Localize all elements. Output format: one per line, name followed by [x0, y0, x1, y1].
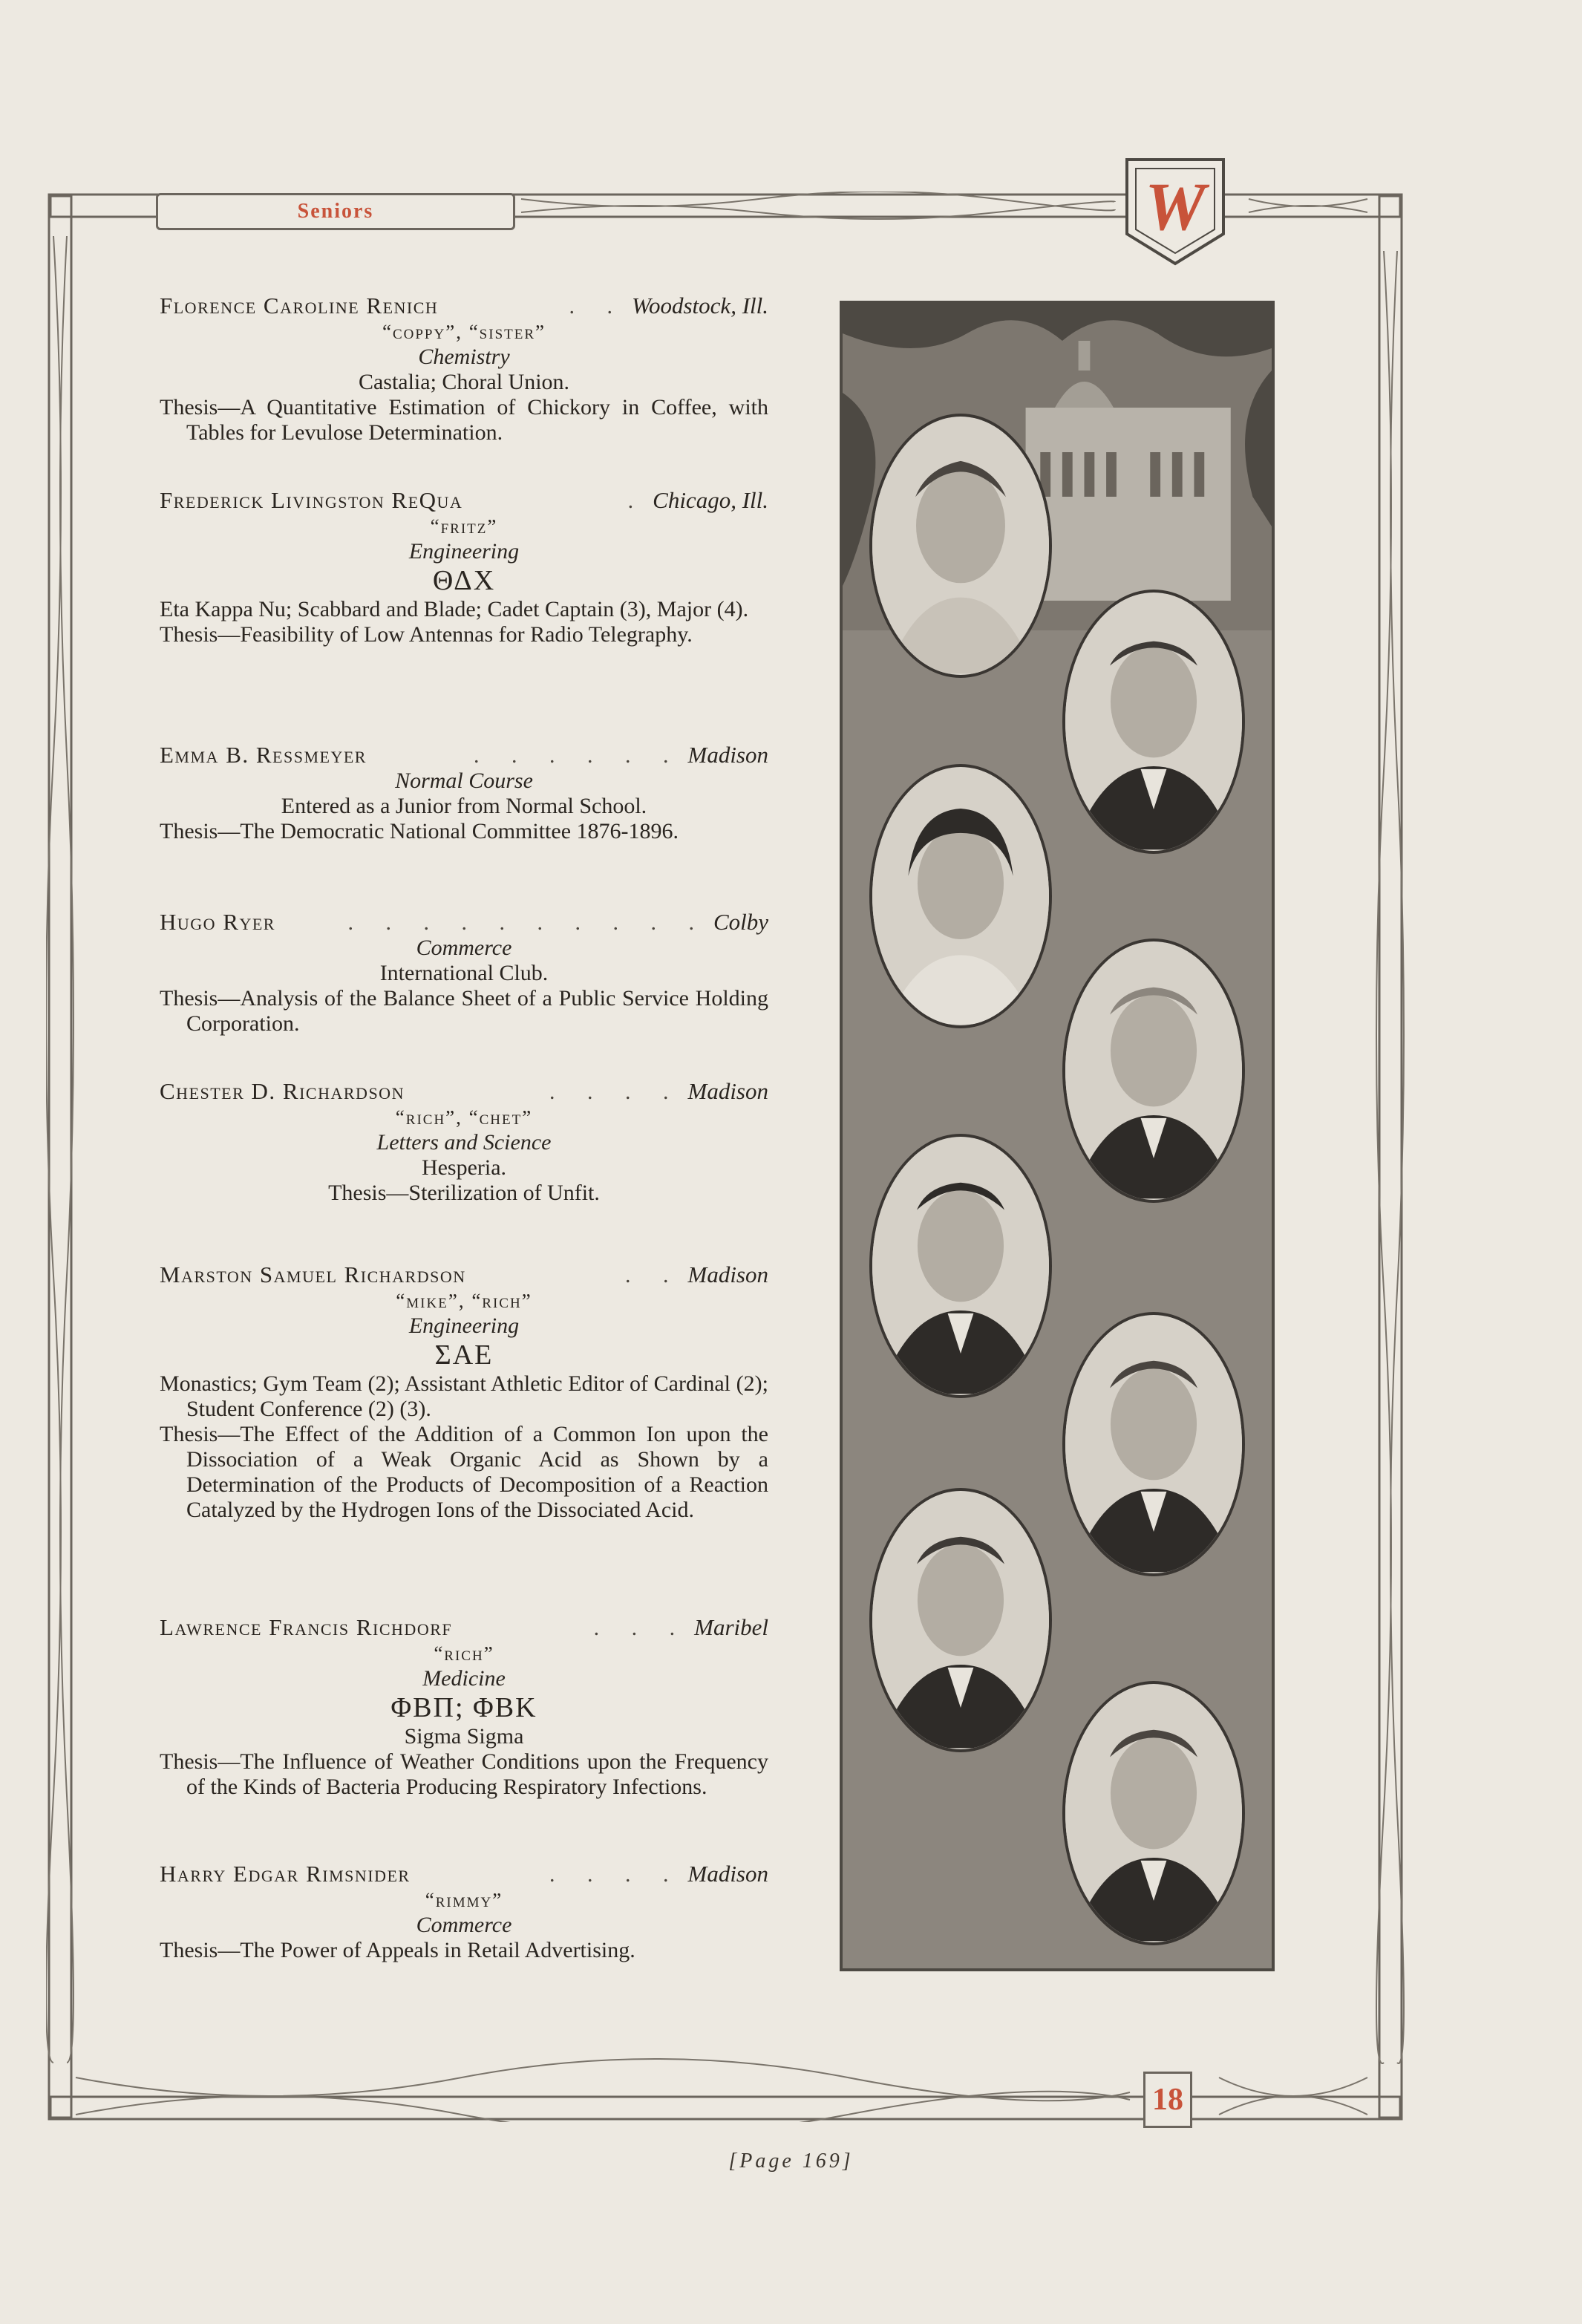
- hometown: Colby: [713, 909, 768, 935]
- leader-dots: . . . . . . . . . .: [347, 910, 707, 935]
- activities: Eta Kappa Nu; Scabbard and Blade; Cadet Captain (3), Major (4).: [160, 597, 749, 621]
- thesis: Thesis—Analysis of the Balance Sheet of a Public Service Holding Corporation.: [160, 986, 768, 1036]
- nickname: “fritz”: [430, 515, 498, 538]
- section-label: Seniors: [297, 200, 374, 223]
- thesis: Thesis—Sterilization of Unfit.: [328, 1181, 600, 1205]
- student-name: Harry Edgar Rimsnider: [160, 1861, 411, 1887]
- thesis: Thesis—Feasibility of Low Antennas for Radio Telegraphy.: [160, 622, 693, 647]
- nickname: “mike”, “rich”: [396, 1290, 532, 1312]
- thesis: Thesis—The Effect of the Addition of a Common Ion upon the Dissociation of a Weak Organic Acid as Shown by a Determination of the Products of Decomposition of a Reaction Catalyzed by the Hydrogen Ions of the Dissociated Acid.: [160, 1422, 768, 1522]
- hometown: Madison: [687, 1861, 768, 1887]
- course: Commerce: [416, 1913, 512, 1937]
- activities: Entered as a Junior from Normal School.: [281, 794, 647, 818]
- page-badge: [1143, 2072, 1192, 2128]
- page-badge-number: 18: [1152, 2083, 1183, 2117]
- portrait-photo: [869, 414, 1052, 678]
- student-name: Lawrence Francis Richdorf: [160, 1614, 453, 1640]
- portrait-photo: [1062, 590, 1245, 854]
- student-name: Hugo Ryer: [160, 909, 275, 935]
- hometown: Maribel: [694, 1614, 768, 1640]
- activities: Castalia; Choral Union.: [358, 370, 570, 394]
- student-name: Frederick Livingston ReQua: [160, 487, 463, 513]
- thesis: Thesis—The Democratic National Committee 1876-1896.: [160, 819, 679, 843]
- portrait-photo: [1062, 1681, 1245, 1945]
- hometown: Chicago, Ill.: [653, 487, 768, 513]
- nickname: “coppy”, “sister”: [382, 321, 546, 343]
- senior-entry: [160, 1615, 768, 1800]
- activities: Sigma Sigma: [404, 1724, 524, 1749]
- senior-entry: [160, 910, 768, 1037]
- leader-dots: . .: [625, 1263, 682, 1287]
- student-name: Florence Caroline Renich: [160, 293, 439, 319]
- leader-dots: . . . .: [549, 1862, 682, 1887]
- activities: Monastics; Gym Team (2); Assistant Athletic Editor of Cardinal (2); Student Conference (2) (3).: [160, 1371, 768, 1421]
- course: Normal Course: [395, 768, 533, 793]
- crest-emblem: [1112, 152, 1238, 271]
- senior-entry: [160, 1861, 768, 1963]
- nickname: “rich”: [434, 1642, 494, 1665]
- leader-dots: .: [627, 489, 647, 513]
- student-name: Marston Samuel Richardson: [160, 1261, 466, 1287]
- portrait-photo: [1062, 1312, 1245, 1576]
- portrait-photo: [1062, 939, 1245, 1203]
- hometown: Madison: [687, 1261, 768, 1287]
- course: Medicine: [422, 1666, 506, 1691]
- page-footer: [Page 169]: [728, 2150, 854, 2173]
- thesis: Thesis—The Influence of Weather Conditions upon the Frequency of the Kinds of Bacteria Producing Respiratory Infections.: [160, 1749, 768, 1799]
- course: Engineering: [408, 539, 520, 564]
- crest-letter: W: [1145, 169, 1206, 244]
- course: Letters and Science: [376, 1130, 552, 1155]
- leader-dots: . . .: [593, 1616, 689, 1640]
- student-name: Chester D. Richardson: [160, 1078, 405, 1104]
- section-header-tab: [156, 193, 515, 230]
- leader-dots: . . . . . .: [474, 743, 682, 768]
- hometown: Madison: [687, 742, 768, 768]
- activities: Hesperia.: [421, 1155, 507, 1180]
- senior-entry: [160, 488, 768, 647]
- course: Commerce: [416, 936, 512, 960]
- activities: International Club.: [379, 961, 549, 985]
- greek-letters: ΦBΠ; ΦBK: [390, 1692, 537, 1723]
- leader-dots: . . . .: [549, 1080, 682, 1104]
- nickname: “rich”, “chet”: [395, 1106, 533, 1129]
- thesis: Thesis—A Quantitative Estimation of Chickory in Coffee, with Tables for Levulose Determination.: [160, 395, 768, 445]
- hometown: Madison: [687, 1078, 768, 1104]
- portrait-photo: [869, 764, 1052, 1028]
- portrait-photo: [869, 1488, 1052, 1752]
- course: Engineering: [408, 1313, 520, 1338]
- portrait-panel: [840, 301, 1275, 1971]
- senior-entry: [160, 1079, 768, 1206]
- leader-dots: . .: [569, 294, 627, 319]
- senior-entry: [160, 742, 768, 844]
- nickname: “rimmy”: [425, 1889, 503, 1911]
- course: Chemistry: [418, 345, 510, 369]
- greek-letters: ΘΔX: [432, 565, 496, 596]
- senior-entry: [160, 293, 768, 445]
- thesis: Thesis—The Power of Appeals in Retail Advertising.: [160, 1938, 635, 1962]
- greek-letters: ΣAE: [434, 1339, 494, 1371]
- portrait-photo: [869, 1134, 1052, 1398]
- senior-entry: [160, 1262, 768, 1523]
- hometown: Woodstock, Ill.: [632, 293, 768, 319]
- student-name: Emma B. Ressmeyer: [160, 742, 367, 768]
